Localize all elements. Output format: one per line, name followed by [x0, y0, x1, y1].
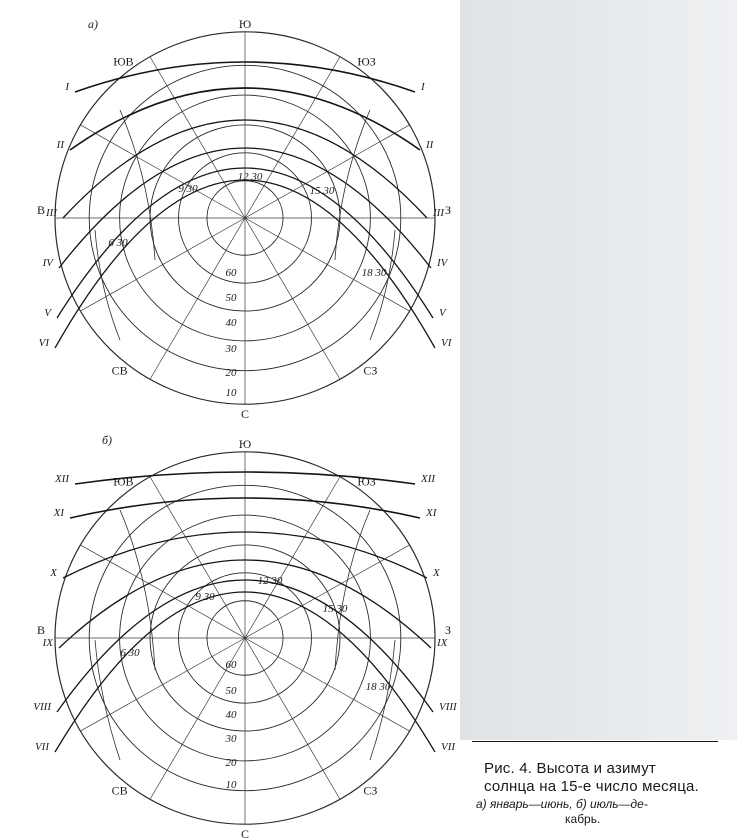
- direction-east: В: [36, 623, 45, 637]
- altitude-label: 60: [225, 267, 237, 279]
- direction-southwest: ЮЗ: [357, 54, 376, 69]
- direction-south: С: [240, 827, 250, 840]
- azimuth-line: [245, 638, 340, 799]
- time-label: 6 30: [120, 647, 140, 659]
- hour-line: [370, 640, 395, 760]
- direction-northeast: СВ: [111, 783, 128, 798]
- altitude-label: 20: [225, 367, 237, 379]
- month-label-left: VI: [38, 337, 49, 349]
- time-label: 6 30: [108, 237, 128, 249]
- time-label: 15 30: [309, 185, 335, 197]
- month-label-right: IV: [437, 257, 448, 269]
- panel-label: б): [102, 433, 113, 447]
- time-label: 9 30: [178, 183, 198, 195]
- direction-west: З: [445, 203, 452, 217]
- caption-title: Рис. 4. Высота и азимут: [484, 760, 657, 777]
- azimuth-line: [80, 218, 245, 311]
- direction-north: Ю: [238, 436, 252, 451]
- azimuth-line: [245, 218, 340, 379]
- month-label-left: III: [46, 207, 57, 219]
- direction-north: Ю: [238, 16, 252, 31]
- altitude-label: 60: [225, 659, 237, 671]
- altitude-label: 30: [225, 733, 237, 745]
- altitude-label: 30: [225, 343, 237, 355]
- caption-title-continued: солнца на 15-е число месяца.: [484, 778, 699, 795]
- month-label-left: XI: [53, 507, 64, 519]
- hour-line: [335, 110, 370, 260]
- direction-southeast: ЮВ: [113, 474, 134, 489]
- month-label-right: VI: [441, 337, 452, 349]
- azimuth-line: [150, 477, 245, 638]
- time-label: 18 30: [361, 267, 387, 279]
- hour-line: [95, 640, 120, 760]
- month-label-right: IX: [437, 637, 448, 649]
- month-label-right: I: [421, 81, 425, 93]
- month-label-right: X: [433, 567, 440, 579]
- direction-northwest: СЗ: [363, 783, 378, 798]
- time-label: 15 30: [322, 603, 348, 615]
- altitude-label: 10: [225, 387, 237, 399]
- caption-rule: [472, 741, 718, 742]
- direction-southeast: ЮВ: [113, 54, 134, 69]
- month-label-right: XII: [421, 473, 436, 485]
- month-label-left: XII: [54, 473, 69, 485]
- time-label: 12 30: [257, 575, 283, 587]
- direction-northwest: СЗ: [363, 363, 378, 378]
- month-label-left: IX: [42, 637, 53, 649]
- altitude-label: 50: [225, 685, 237, 697]
- time-label: 18 30: [365, 681, 391, 693]
- azimuth-line: [245, 218, 410, 311]
- altitude-label: 10: [225, 779, 237, 791]
- month-label-right: XI: [426, 507, 437, 519]
- panel-label: а): [88, 17, 98, 31]
- month-label-left: X: [50, 567, 57, 579]
- month-label-left: VIII: [33, 701, 51, 713]
- time-label: 12 30: [237, 171, 263, 183]
- panel-a-diagram: [37, 17, 453, 421]
- time-label: 9 30: [195, 591, 215, 603]
- direction-southwest: ЮЗ: [357, 474, 376, 489]
- caption-legend-continued: кабрь.: [565, 812, 601, 826]
- direction-west: З: [445, 623, 452, 637]
- month-label-left: I: [65, 81, 69, 93]
- panel-b-diagram: [33, 433, 458, 840]
- month-label-right: V: [439, 307, 446, 319]
- month-label-left: VII: [34, 741, 49, 753]
- altitude-label: 40: [225, 709, 237, 721]
- month-label-right: VIII: [439, 701, 457, 713]
- hour-line: [370, 230, 395, 340]
- direction-northeast: СВ: [111, 363, 128, 378]
- direction-south: С: [240, 407, 250, 422]
- month-label-right: VII: [441, 741, 456, 753]
- altitude-label: 40: [225, 317, 237, 329]
- altitude-label: 50: [225, 292, 237, 304]
- caption-legend: а) январь—июнь, б) июль—де-: [476, 797, 648, 811]
- azimuth-line: [80, 638, 245, 731]
- month-label-right: III: [433, 207, 444, 219]
- month-label-left: V: [44, 307, 51, 319]
- month-label-right: II: [426, 139, 434, 151]
- altitude-label: 20: [225, 757, 237, 769]
- direction-east: В: [36, 203, 45, 217]
- month-label-left: II: [56, 139, 64, 151]
- month-label-left: IV: [42, 257, 53, 269]
